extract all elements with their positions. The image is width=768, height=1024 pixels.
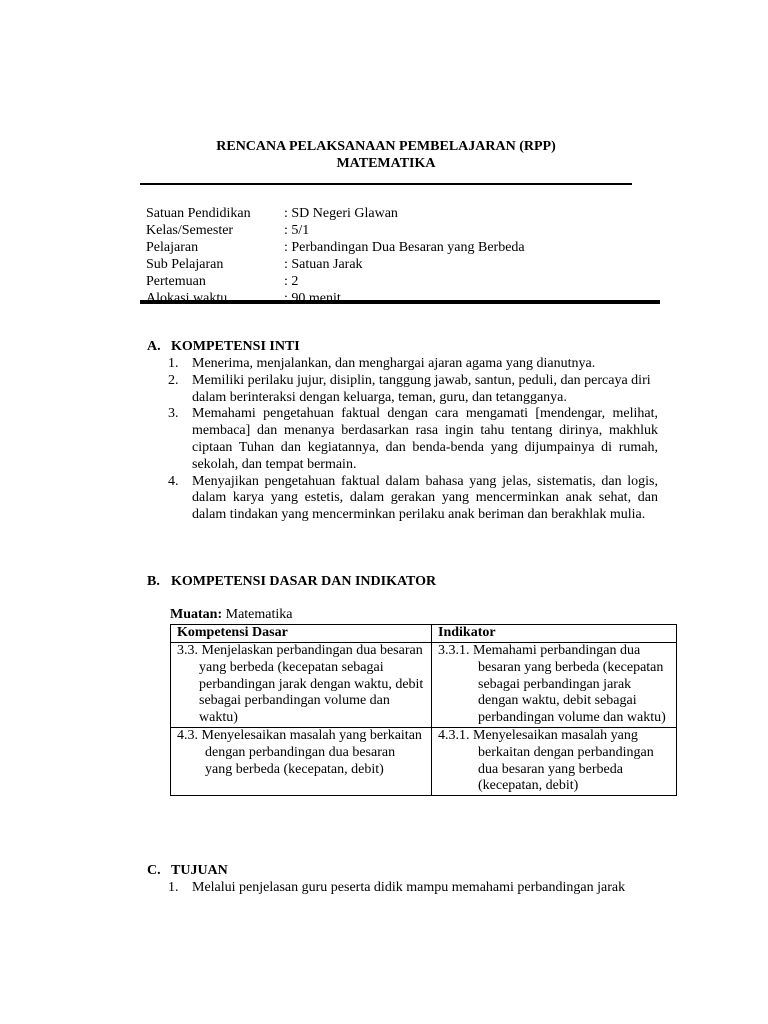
table-cell bbox=[171, 643, 432, 728]
list-item bbox=[168, 474, 658, 524]
table-cell bbox=[432, 727, 677, 795]
tujuan-list bbox=[168, 880, 658, 897]
info-row-satuan bbox=[146, 205, 646, 222]
section-title: TUJUAN bbox=[171, 863, 228, 878]
item-number: 1. bbox=[168, 880, 179, 895]
item-text: Memiliki perilaku jujur, disiplin, tanggung jawab, santun, peduli, dan percaya diri bbox=[192, 372, 651, 388]
list-item bbox=[168, 880, 658, 897]
title-line-2: MATEMATIKA bbox=[336, 156, 436, 171]
item-text: Menerima, menjalankan, dan menghargai ajaran agama yang dianutnya. bbox=[192, 356, 596, 371]
section-title: KOMPETENSI INTI bbox=[171, 339, 300, 354]
cell-text: 4.3. Menyelesaikan masalah yang berkaitan dengan perbandingan dua besaran yang berbeda (kecepatan, debit) bbox=[177, 727, 422, 777]
section-c-heading bbox=[147, 863, 228, 880]
item-text: Menyajikan pengetahuan faktual dalam bahasa yang jelas, sistematis, dan logis, dalam karya yang estetis, dalam gerakan yang mencerminkan anak sehat, dan dalam tindakan yang mencerminkan perilaku anak beriman dan berakhlak mulia. bbox=[192, 473, 658, 523]
title-line-1: RENCANA PELAKSANAAN PEMBELAJARAN (RPP) bbox=[216, 139, 556, 154]
table-cell bbox=[171, 727, 432, 795]
table-cell bbox=[432, 643, 677, 728]
item-number: 4. bbox=[168, 473, 179, 489]
info-label: Alokasi waktu bbox=[146, 291, 228, 306]
section-letter: B. bbox=[147, 574, 160, 589]
section-title: KOMPETENSI DASAR DAN INDIKATOR bbox=[171, 574, 437, 589]
title-divider bbox=[140, 183, 632, 185]
table-header-row bbox=[171, 625, 677, 643]
list-item bbox=[168, 356, 658, 373]
info-value: : SD Negeri Glawan bbox=[284, 206, 398, 221]
table-row bbox=[171, 727, 677, 795]
info-label: Pelajaran bbox=[146, 240, 199, 255]
item-number: 1. bbox=[168, 356, 179, 371]
info-value: : Perbandingan Dua Besaran yang Berbeda bbox=[284, 240, 525, 255]
item-text: Melalui penjelasan guru peserta didik mampu memahami perbandingan jarak bbox=[192, 880, 626, 895]
info-value: : 5/1 bbox=[284, 223, 310, 238]
info-row-kelas bbox=[146, 222, 646, 239]
info-row-alokasi bbox=[146, 290, 646, 307]
info-label: Satuan Pendidikan bbox=[146, 206, 251, 221]
info-label: Sub Pelajaran bbox=[146, 257, 224, 272]
item-number: 3. bbox=[168, 406, 179, 422]
muatan-label: Muatan: bbox=[170, 607, 223, 622]
section-letter: C. bbox=[147, 863, 161, 878]
list-item bbox=[168, 373, 658, 390]
column-header: Kompetensi Dasar bbox=[171, 625, 432, 643]
section-letter: A. bbox=[147, 339, 161, 354]
cell-text: 3.3.1. Memahami perbandingan dua besaran yang berbeda (kecepatan sebagai perbandingan jarak dengan waktu, debit sebagai perbandingan volume dan waktu) bbox=[438, 643, 666, 726]
info-value: : 90 menit bbox=[284, 291, 341, 306]
column-header: Indikator bbox=[432, 625, 677, 643]
identity-divider bbox=[140, 300, 660, 304]
list-item bbox=[168, 406, 658, 473]
item-text: Memahami pengetahuan faktual dengan cara mengamati [mendengar, melihat, membaca] dan menanya berdasarkan rasa ingin tahu tentang dirinya, makhluk ciptaan Tuhan dan kegiatannya, dan benda-benda yang dijumpainya di rumah, sekolah, dan tempat bermain. bbox=[192, 406, 658, 472]
kompetensi-inti-list bbox=[168, 356, 658, 524]
info-row-pertemuan bbox=[146, 273, 646, 290]
kd-indikator-table bbox=[170, 624, 677, 796]
table-row bbox=[171, 643, 677, 728]
info-value: : Satuan Jarak bbox=[284, 257, 363, 272]
item-number: 2. bbox=[168, 372, 179, 388]
identity-block bbox=[146, 205, 646, 307]
info-label: Kelas/Semester bbox=[146, 223, 234, 238]
muatan-value: Matematika bbox=[222, 607, 293, 622]
cell-text: 3.3. Menjelaskan perbandingan dua besaran yang berbeda (kecepatan sebagai perbandingan jarak dengan waktu, debit sebagai perbandingan volume dan waktu) bbox=[177, 643, 424, 726]
section-b-heading bbox=[147, 574, 436, 591]
muatan-line bbox=[170, 607, 293, 624]
info-label: Pertemuan bbox=[146, 274, 206, 289]
info-row-pelajaran bbox=[146, 239, 646, 256]
info-row-sub-pelajaran bbox=[146, 256, 646, 273]
section-a-heading bbox=[147, 339, 300, 356]
info-value: : 2 bbox=[284, 274, 299, 289]
cell-text: 4.3.1. Menyelesaikan masalah yang berkaitan dengan perbandingan dua besaran yang berbeda (kecepatan, debit) bbox=[438, 727, 654, 794]
document-title bbox=[140, 138, 632, 172]
item-continuation: dalam berinteraksi dengan keluarga, teman, guru, dan tetangganya. bbox=[192, 389, 567, 405]
